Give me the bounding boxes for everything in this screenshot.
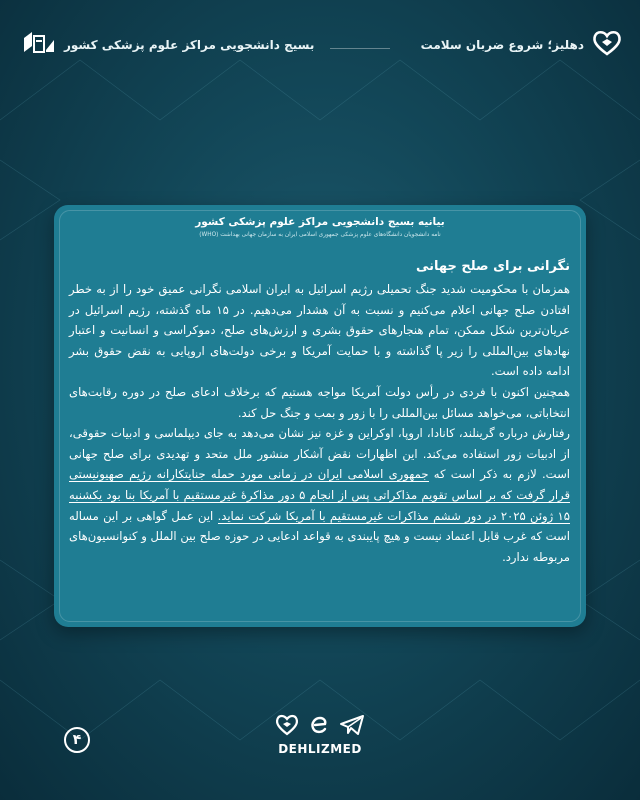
statement-card (54, 205, 586, 627)
header-divider-right (330, 48, 390, 49)
heart-icon (275, 714, 299, 740)
paragraph-3-text: رفتارش درباره گرینلند، کانادا، اروپا، اوکراین و غزه نیز نشان می‌دهد به جای دیپلماسی و ادبیات حقوقی، از ادبیات زور استفاده می‌کند. این اظهارات نقض آشکار منشور ملل متحد و تهدیدی برای صلح جهانی است. (69, 426, 571, 482)
footer-brand-logo (268, 714, 372, 766)
paragraph-1: همزمان با محکومیت شدید جنگ تحمیلی رژیم اسرائیل به ایران اسلامی نگرانی عمیق خود را از به خطر افتادن صلح جهانی اعلام می‌کنیم و نسبت به آن هشدار می‌دهیم. در ۱۵ ماه گذشته، رژیم اسرائیل در عریان‌ترین شکل ممکن، تمام هنجارهای حقوق بشری و ارزش‌های صلح، دموکراسی و انسانیت و اعتبار نهادهای بین‌المللی را زیر پا گذاشته و با حمایت آمریکا و برخی دولت‌های اروپایی به نقض حقوق بشر ادامه داده است. (69, 282, 570, 379)
paragraph-2: همچنین اکنون با فردی در رأس دولت آمریکا مواجه هستیم که برخلاف ادعای صلح در دوره رقابت‌های انتخاباتی، می‌خواهد مسائل بین‌المللی را با زور و بمب و جنگ حل کند. (69, 384, 570, 420)
telegram-icon (339, 714, 365, 740)
social-icons (268, 714, 372, 740)
card-subtitle: نامه دانشجویان دانشگاه‌های علوم پزشکی جمهوری اسلامی ایران به سازمان جهانی بهداشت (WHO) (199, 232, 441, 238)
header-brand-right (421, 30, 622, 60)
heart-logo-icon (592, 30, 622, 60)
header-divider-left (290, 48, 310, 49)
basij-logo-icon (22, 30, 56, 60)
statement-body (69, 279, 570, 567)
paragraph-4-intro: لازم به ذکر است که (428, 467, 537, 482)
page-number: ۴ (64, 727, 90, 753)
header-left-title: بسیج دانشجویی مراکز علوم پزشکی کشور (64, 38, 315, 52)
paragraph-4-underlined: جمهوری اسلامی ایران در زمانی مورد حمله جنایتکارانه رژیم صهیونیستی قرار گرفت که بر اساس تقویم مذاکراتی پس از انجام ۵ دور مذاکرهٔ غیرمستقیم با آمریکا بنا بود یکشنبه ۱۵ ژوئن ۲۰۲۵ در دور ششم مذاکرات غیرمستقیم با آمریکا شرکت نماید. (69, 467, 570, 523)
footer-brand-name: DEHLIZMED (278, 742, 362, 756)
header-brand-left (22, 30, 314, 60)
header-right-title: دهلیز؛ شروع ضربان سلامت (420, 38, 584, 52)
card-title: بیانیه بسیج دانشجویی مراکز علوم پزشکی کشور (195, 216, 445, 228)
eitaa-icon (307, 714, 331, 740)
paragraph-4-conclusion: این عمل گواهی بر این مساله است که غرب قابل اعتماد نیست و هیچ پایبندی به قواعد ادعایی در حوزه صلح بین الملل و کنوانسیون‌های مربوطه ندارد. (69, 508, 570, 564)
paragraph-3 (69, 423, 570, 567)
statement-headline: نگرانی برای صلح جهانی (415, 259, 570, 274)
